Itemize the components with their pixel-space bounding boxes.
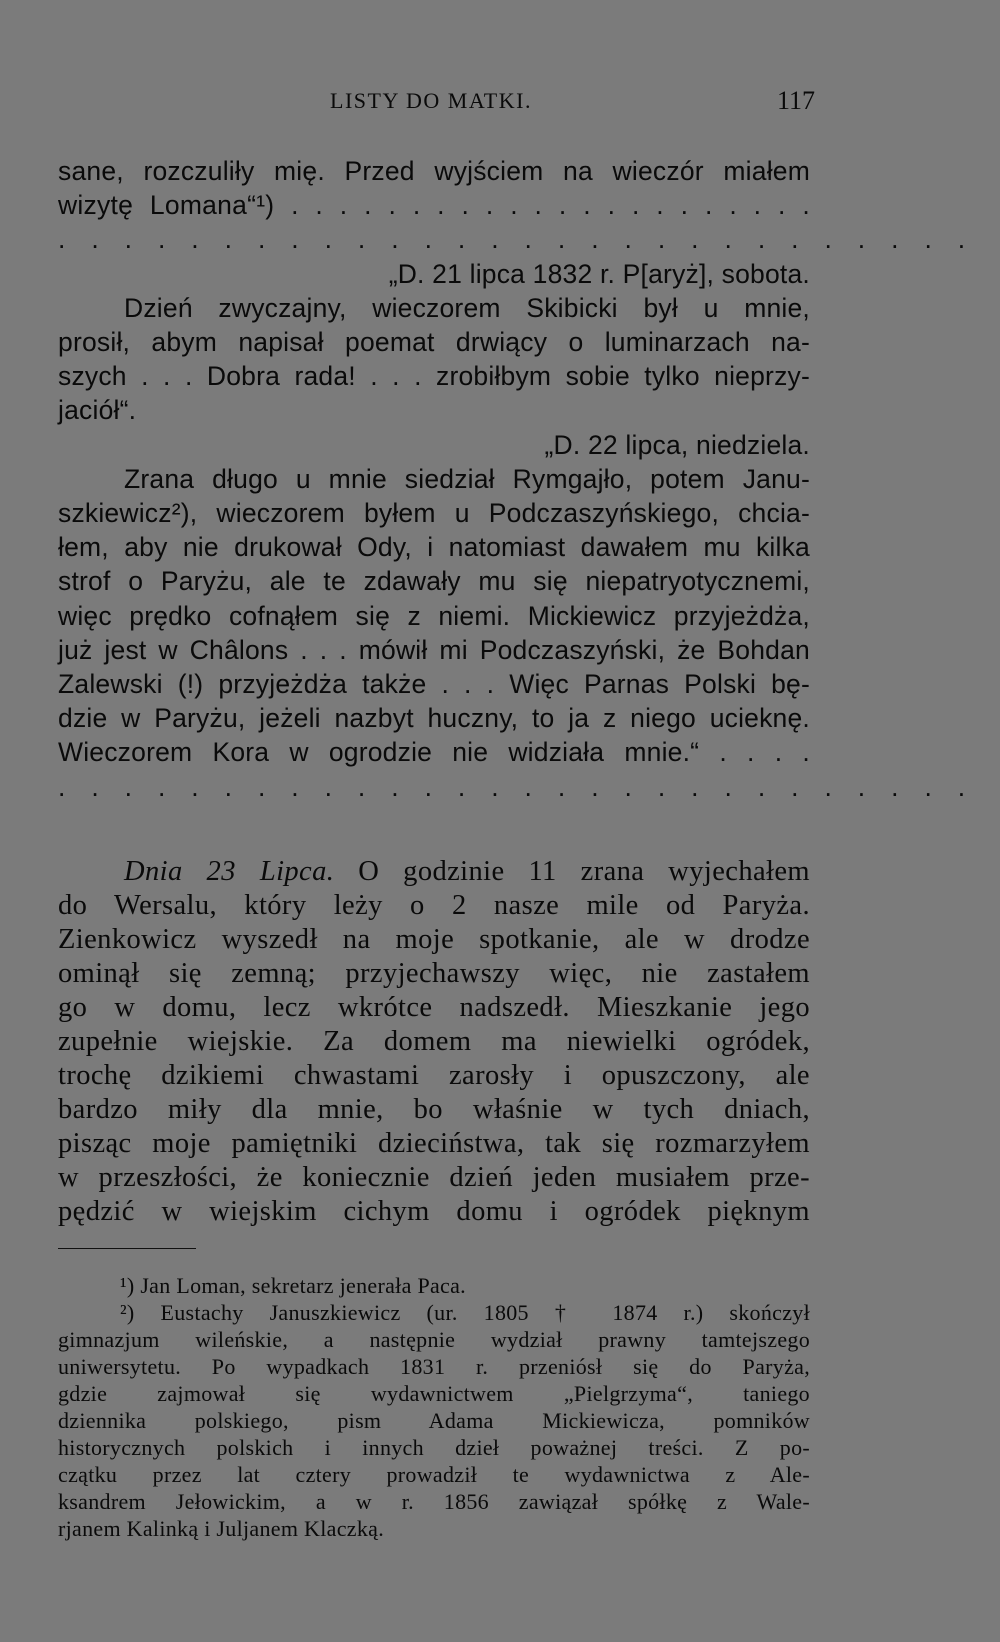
footnote-line: ¹) Jan Loman, sekretarz jenerała Paca.	[120, 1273, 466, 1298]
text-line: pędzić w wiejskim cichym domu i ogródek pięknym	[58, 1196, 810, 1227]
text-line: szkiewicz²), wieczorem byłem u Podczaszyńskiego, chcia-	[58, 498, 810, 529]
footnote-line: ²) Eustachy Januszkiewicz (ur. 1805 † 1874 r.) skończył	[120, 1300, 810, 1325]
text-line: sane, rozczuliły mię. Przed wyjściem na wieczór miałem	[58, 156, 810, 186]
diary-text	[58, 855, 810, 1229]
footnote-line: rjanem Kalinką i Juljanem Klaczką.	[58, 1516, 385, 1541]
page-number: 117	[776, 86, 815, 115]
text-fragment: O godzinie 11 zrana wyjechałem	[334, 856, 810, 887]
footnote-line: czątku przez lat cztery prowadził te wydawnictwa z Ale-	[58, 1462, 810, 1487]
text-line: go w domu, lecz wkrótce nadszedł. Mieszkanie jego	[58, 992, 810, 1023]
footnote-line: gimnazjum wileńskie, a następnie wydział prawny tamtejszego	[58, 1327, 810, 1352]
text-line: strof o Paryżu, ale te zdawały mu się niepatryotycznemi,	[58, 566, 810, 597]
text-line: już jest w Châlons . . . mówił mi Podczaszyński, że Bohdan	[58, 634, 810, 665]
diary-date: Dnia 23 Lipca.	[124, 856, 335, 887]
text-line: wizytę Lomana“¹) . . . . . . . . . . . . . . . . . . . . . .	[58, 190, 810, 221]
text-line: bardzo miły dla mnie, bo właśnie w tych dniach,	[58, 1094, 810, 1125]
ellipsis-line: . . . . . . . . . . . . . . . . . . . . . . . . . . . .	[58, 224, 975, 255]
text-line: Zienkowicz wyszedł na moje spotkanie, ale w drodze	[58, 924, 810, 955]
footnote-line: ksandrem Jełowickim, a w r. 1856 zawiązał spółkę z Wale-	[58, 1489, 810, 1514]
text-line: dzie w Paryżu, jeżeli nazbyt huczny, to ja z niego ucieknę.	[58, 703, 810, 734]
ellipsis-line: . . . . . . . . . . . . . . . . . . . . . . . . . . . .	[58, 771, 975, 802]
letter-dateline: „D. 22 lipca, niedziela.	[544, 429, 810, 460]
text-line: ominął się zemną; przyjechawszy więc, nie zastałem	[58, 958, 810, 989]
text-line: trochę dzikiemi chwastami zarosły i opuszczony, ale	[58, 1060, 810, 1091]
text-line: pisząc moje pamiętniki dzieciństwa, tak się rozmarzyłem	[58, 1128, 810, 1159]
text-line: więc prędko cofnąłem się z niemi. Mickiewicz przyjeżdża,	[58, 600, 810, 631]
text-line: szych . . . Dobra rada! . . . zrobiłbym sobie tylko nieprzy-	[58, 361, 810, 392]
text-line	[58, 855, 810, 889]
letters-text	[58, 154, 975, 804]
text-line: Zalewski (!) przyjeżdża także . . . Więc Parnas Polski bę-	[58, 669, 810, 700]
footnote-line: gdzie zajmował się wydawnictwem „Pielgrzyma“, taniego	[58, 1381, 810, 1406]
letter-dateline: „D. 21 lipca 1832 r. P[aryż], sobota.	[388, 258, 810, 289]
page-header	[58, 78, 815, 128]
text-line: do Wersalu, który leży o 2 nasze mile od Paryża.	[58, 890, 810, 921]
footnote-line: uniwersytetu. Po wypadkach 1831 r. przeniósł się do Paryża,	[58, 1354, 810, 1379]
text-line: łem, aby nie drukował Ody, i natomiast dawałem mu kilka	[58, 532, 810, 563]
text-line: prosił, abym napisał poemat drwiący o luminarzach na-	[58, 327, 810, 358]
text-line: Zrana długo u mnie siedział Rymgajło, potem Janu-	[124, 463, 810, 494]
footnote-separator	[58, 1248, 196, 1249]
running-title: LISTY DO MATKI.	[330, 88, 532, 113]
text-line: Dzień zwyczajny, wieczorem Skibicki był u mnie,	[124, 292, 810, 323]
footnotes	[58, 1272, 810, 1542]
footnote-line: historycznych polskich i innych dzieł poważnej treści. Z po-	[58, 1435, 810, 1460]
text-line: jaciół“.	[58, 395, 137, 426]
text-line: w przeszłości, że koniecznie dzień jeden musiałem prze-	[58, 1162, 810, 1193]
footnote-line: dziennika polskiego, pism Adama Mickiewicza, pomników	[58, 1408, 810, 1433]
text-line: Wieczorem Kora w ogrodzie nie widziała mnie.“ . . . .	[58, 737, 810, 768]
text-line: zupełnie wiejskie. Za domem ma niewielki ogródek,	[58, 1026, 810, 1057]
